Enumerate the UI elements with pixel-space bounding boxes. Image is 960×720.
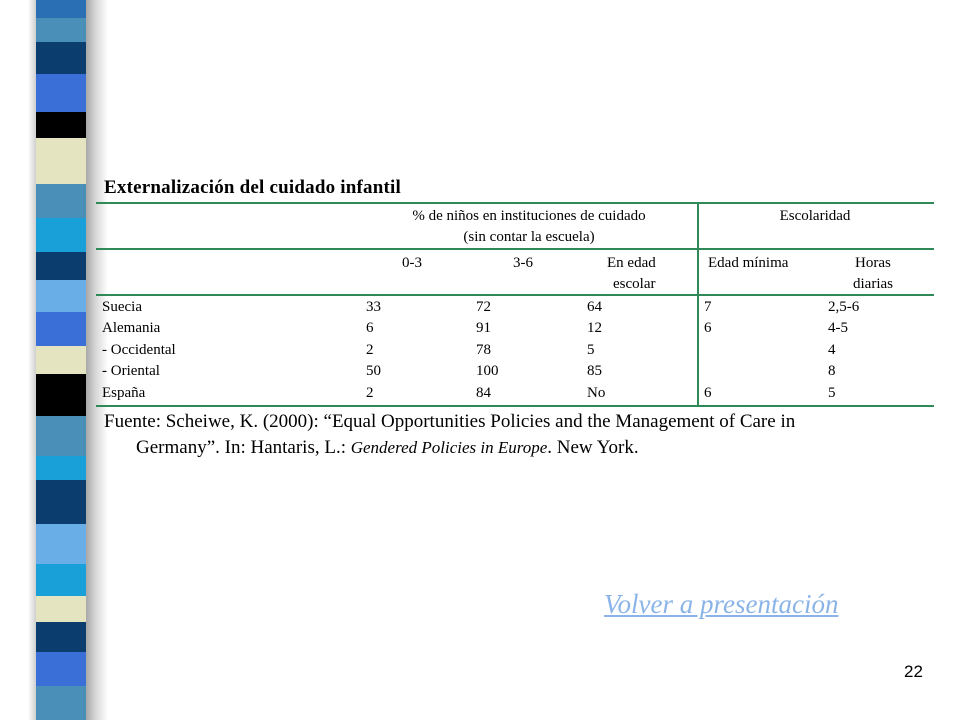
strip-segment (36, 0, 86, 18)
source-line2-text: Germany”. In: Hantaris, L.: (136, 437, 351, 458)
strip-segment (36, 416, 86, 456)
subheader-0-3: 0-3 (402, 255, 422, 271)
row-value-min-age: 6 (704, 320, 712, 336)
source-citation (104, 409, 934, 461)
row-country: - Oriental (102, 363, 160, 379)
strip-segment (36, 184, 86, 218)
table-rule-header (96, 248, 934, 250)
row-value-hours: 8 (828, 363, 836, 379)
header-school: Escolaridad (779, 208, 851, 224)
strip-segment (36, 346, 86, 374)
row-value-3-6: 100 (476, 363, 499, 379)
row-value-min-age: 6 (704, 385, 712, 401)
strip-segment (36, 112, 86, 138)
row-value-school-age: 64 (587, 299, 602, 315)
strip-segment (36, 312, 86, 346)
subheader-hours-line2: diarias (853, 276, 893, 292)
source-line2 (104, 435, 934, 461)
row-value-min-age: 7 (704, 299, 712, 315)
header-care-line1: % de niños en instituciones de cuidado (412, 208, 646, 224)
strip-segment (36, 138, 86, 184)
back-to-presentation-link[interactable]: Volver a presentación (604, 589, 839, 619)
strip-segment (36, 74, 86, 112)
source-line2-end: . New York. (547, 437, 639, 458)
row-value-0-3: 6 (366, 320, 374, 336)
row-value-3-6: 72 (476, 299, 491, 315)
source-line1: Fuente: Scheiwe, K. (2000): “Equal Opportunities Policies and the Management of Care in (104, 411, 796, 432)
row-value-0-3: 50 (366, 363, 381, 379)
row-value-hours: 4-5 (828, 320, 848, 336)
table-rule-subheader (96, 294, 934, 296)
row-country: Alemania (102, 320, 161, 336)
row-value-school-age: No (587, 385, 606, 401)
row-country: España (102, 385, 146, 401)
table-rule-top (96, 202, 934, 204)
page-number: 22 (904, 662, 923, 681)
row-value-3-6: 84 (476, 385, 491, 401)
strip-shadow-left (28, 0, 36, 720)
strip-segment (36, 42, 86, 74)
row-country: - Occidental (102, 342, 176, 358)
row-value-hours: 4 (828, 342, 836, 358)
row-value-3-6: 91 (476, 320, 491, 336)
row-value-0-3: 33 (366, 299, 381, 315)
row-value-0-3: 2 (366, 385, 374, 401)
row-value-school-age: 12 (587, 320, 602, 336)
subheader-hours-line1: Horas (855, 255, 891, 271)
subheader-school-age-line2: escolar (613, 276, 656, 292)
decorative-strip (36, 0, 86, 720)
strip-segment (36, 652, 86, 686)
row-value-school-age: 85 (587, 363, 602, 379)
strip-segment (36, 18, 86, 42)
table-title: Externalización del cuidado infantil (104, 177, 401, 198)
table-rule-bottom (96, 405, 934, 407)
row-value-school-age: 5 (587, 342, 595, 358)
table-column-divider (697, 202, 699, 407)
row-value-0-3: 2 (366, 342, 374, 358)
strip-shadow (86, 0, 108, 720)
row-value-hours: 5 (828, 385, 836, 401)
strip-segment (36, 564, 86, 596)
strip-segment (36, 480, 86, 524)
subheader-3-6: 3-6 (513, 255, 533, 271)
header-care-line2: (sin contar la escuela) (463, 229, 595, 245)
source-book-title: Gendered Policies in Europe (350, 438, 548, 457)
row-country: Suecia (102, 299, 142, 315)
strip-segment (36, 524, 86, 564)
strip-segment (36, 596, 86, 622)
strip-segment (36, 218, 86, 252)
strip-segment (36, 252, 86, 280)
strip-segment (36, 374, 86, 416)
row-value-3-6: 78 (476, 342, 491, 358)
row-value-hours: 2,5-6 (828, 299, 860, 315)
strip-segment (36, 686, 86, 720)
subheader-school-age-line1: En edad (607, 255, 656, 271)
strip-segment (36, 456, 86, 480)
strip-segment (36, 280, 86, 312)
subheader-min-age: Edad mínima (708, 255, 789, 271)
strip-segment (36, 622, 86, 652)
